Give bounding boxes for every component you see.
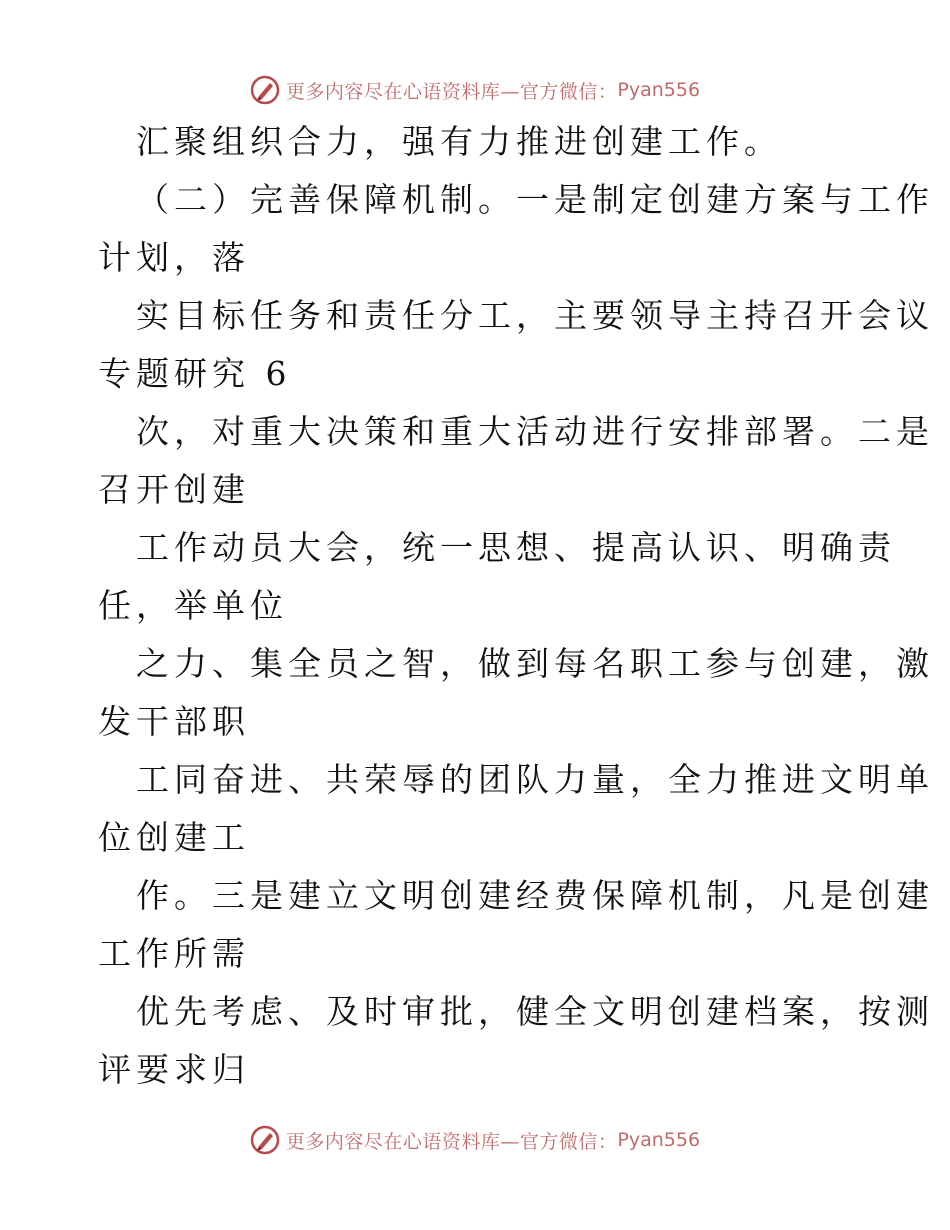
watermark-handle: Pyan556 — [617, 1129, 701, 1151]
text-line: （二）完善保障机制。一是制定创建方案与工作 — [136, 180, 934, 219]
text-line: 实目标任务和责任分工，主要领导主持召开会议 — [136, 296, 934, 335]
text-line: 作。三是建立文明创建经费保障机制，凡是创建 — [136, 876, 934, 915]
text-line: 之力、集全员之智，做到每名职工参与创建，激 — [136, 644, 934, 683]
watermark-banner-bottom — [0, 1120, 950, 1160]
text-line: 任，举单位 — [98, 586, 288, 625]
text-line: 优先考虑、及时审批，健全文明创建档案，按测 — [136, 992, 934, 1031]
pen-logo-icon — [250, 75, 280, 105]
text-line: 专题研究 6 — [98, 354, 292, 393]
text-line: 汇聚组织合力，强有力推进创建工作。 — [136, 122, 782, 161]
text-line: 发干部职 — [98, 702, 250, 741]
text-line: 工同奋进、共荣辱的团队力量，全力推进文明单 — [136, 760, 934, 799]
watermark-banner-top — [0, 70, 950, 110]
text-line: 工作动员大会，统一思想、提高认识、明确责 — [136, 528, 896, 567]
text-line: 召开创建 — [98, 470, 250, 509]
text-line: 计划，落 — [98, 238, 250, 277]
text-line: 工作所需 — [98, 934, 250, 973]
watermark-handle: Pyan556 — [617, 79, 701, 101]
text-line: 评要求归 — [98, 1050, 250, 1089]
text-line: 次，对重大决策和重大活动进行安排部署。二是 — [136, 412, 934, 451]
text-line: 位创建工 — [98, 818, 250, 857]
watermark-text: 更多内容尽在心语资料库—官方微信： — [285, 1130, 618, 1153]
pen-logo-icon — [250, 1125, 280, 1155]
watermark-text: 更多内容尽在心语资料库—官方微信： — [285, 80, 618, 103]
